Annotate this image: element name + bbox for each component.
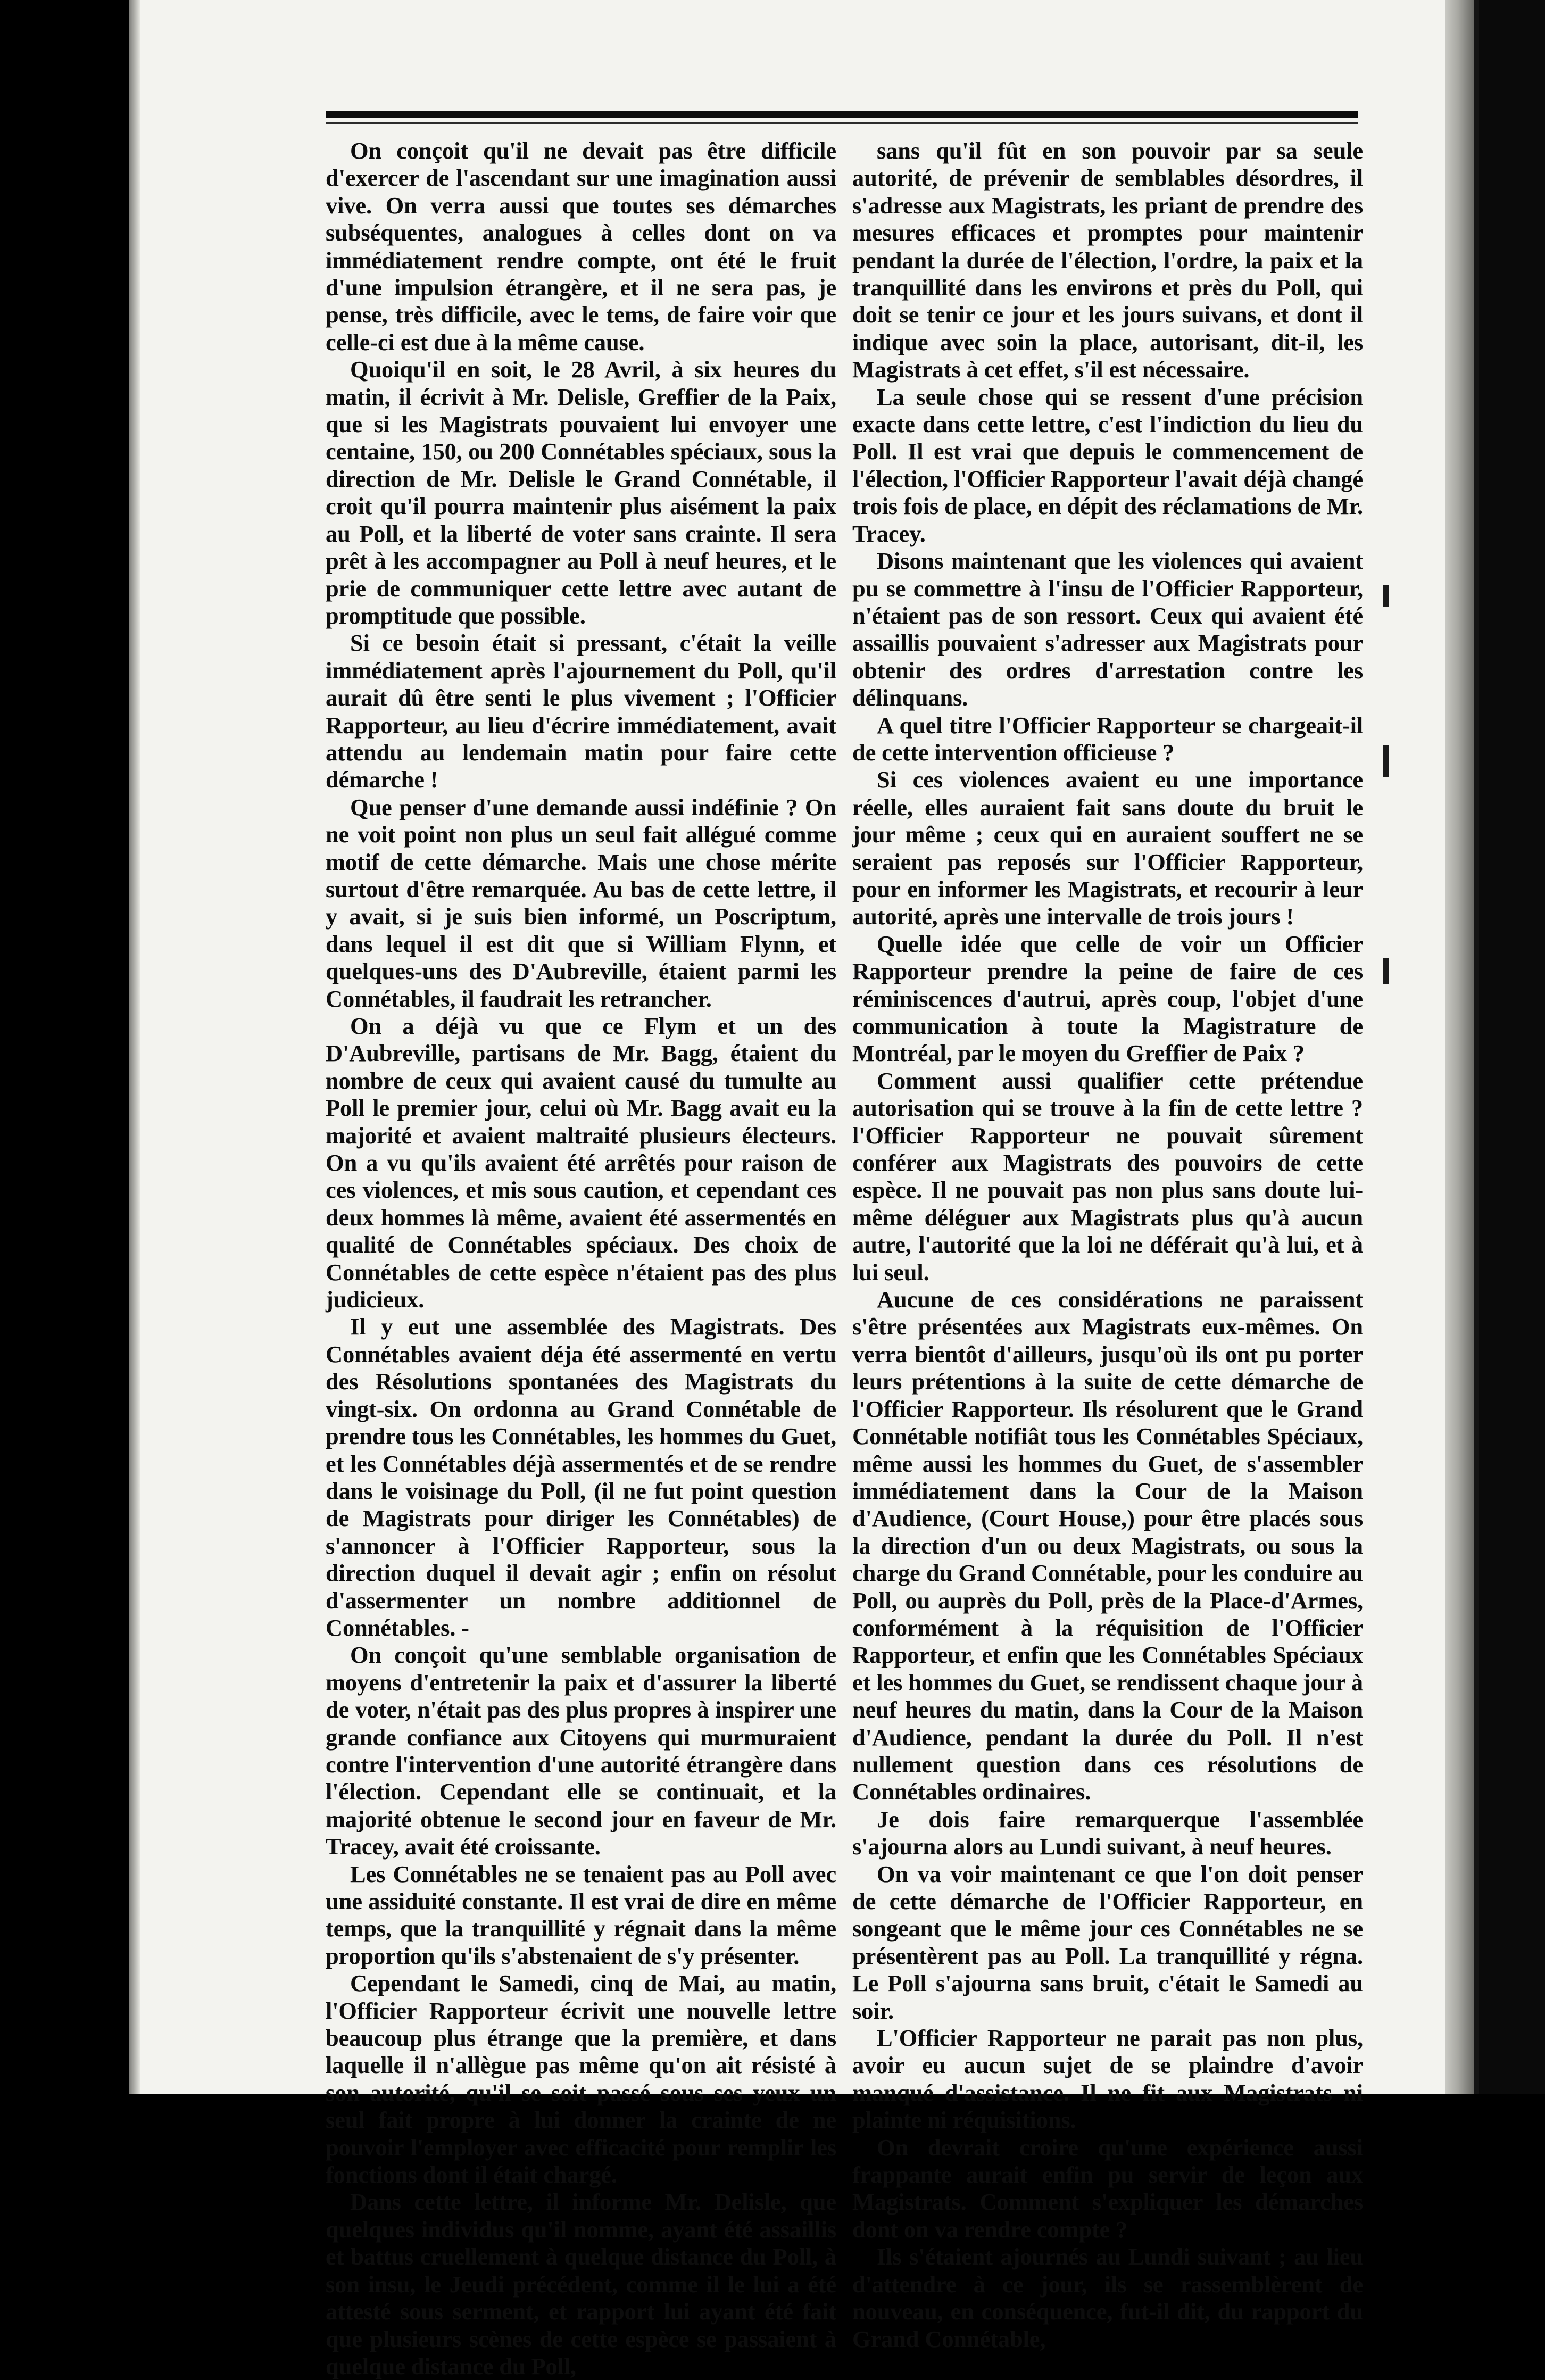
paragraph: Il y eut une assemblée des Magistrats. Des Connétables avaient déja été assermenté en vertu des Résolutions spontanées des Magistrats du vingt-six. On ordonna au Grand Connétable de prendre tous les Connétables, les hommes du Guet, et les Connétables déjà assermentés et de se rendre dans le voisinage du Poll, (il ne fut point question de Magistrats pour diriger les Connétables) de s'annoncer à l'Officier Rapporteur, sous la direction duquel il devait agir ; enfin on résolut d'assermenter un nombre additionnel de Connétables. -: [326, 1313, 836, 1641]
paragraph: On va voir maintenant ce que l'on doit penser de cette démarche de l'Officier Rapporteur, en songeant que le même jour ces Connétables ne se présentèrent pas au Poll. La tranquillité y régna. Le Poll s'ajourna sans bruit, c'était le Samedi au soir.: [852, 1860, 1363, 2024]
paragraph: Si ces violences avaient eu une importance réelle, elles auraient fait sans doute du bruit le jour même ; ceux qui en auraient souffert ne se seraient pas reposés sur l'Officier Rapporteur, pour en informer les Magistrats, et recourir à leur autorité, après une intervalle de trois jours !: [852, 766, 1363, 930]
text-column-left: [326, 137, 836, 2379]
paragraph: Quoiqu'il en soit, le 28 Avril, à six heures du matin, il écrivit à Mr. Delisle, Greffier de la Paix, que si les Magistrats pouvaient lui envoyer une centaine, 150, ou 200 Connétables spéciaux, sous la direction de Mr. Delisle le Grand Connétable, il croit qu'il pourra maintenir plus aisément la paix au Poll, et la liberté de voter sans crainte. Il sera prêt à les accompagner au Poll à neuf heures, et le prie de communiquer cette lettre avec autant de promptitude que possible.: [326, 356, 836, 629]
header-rule-thin: [326, 122, 1358, 124]
paragraph: Cependant le Samedi, cinq de Mai, au matin, l'Officier Rapporteur écrivit une nouvelle lettre beaucoup plus étrange que la première, et dans laquelle il n'allègue pas même qu'on ait résisté à son autorité, qu'il se soit passé sous ses yeux un seul fait propre à lui donner la crainte de ne pouvoir l'employer avec efficacité pour remplir les fonctions dont il était chargé.: [326, 1970, 836, 2188]
paragraph: La seule chose qui se ressent d'une précision exacte dans cette lettre, c'est l'indiction du lieu du Poll. Il est vrai que depuis le commencement de l'élection, l'Officier Rapporteur l'avait déjà changé trois fois de place, en dépit des réclamations de Mr. Tracey.: [852, 383, 1363, 547]
paragraph: A quel titre l'Officier Rapporteur se chargeait-il de cette intervention officieuse ?: [852, 711, 1363, 766]
paragraph: Comment aussi qualifier cette prétendue autorisation qui se trouve à la fin de cette lettre ? l'Officier Rapporteur ne pouvait sûrement conférer aux Magistrats des pouvoirs de cette espèce. Il ne pouvait pas non plus sans doute lui-même déléguer aux Magistrats plus qu'à aucun autre, l'autorité que la loi ne déférait qu'à lui, et à lui seul.: [852, 1067, 1363, 1286]
paragraph: Dans cette lettre, il informe Mr. Delisle, que quelques individus qu'il nomme, ayant été assaillis et battus cruellement à quelque distance du Poll, à son insu, le Jeudi précédent, comme il le lui a été attesté sous serment, et rapport lui ayant été fait que plusieurs scènes de cette espèce se passaient à quelque distance du Poll,: [326, 2188, 836, 2379]
paragraph: Je dois faire remarquerque l'assemblée s'ajourna alors au Lundi suivant, à neuf heures.: [852, 1805, 1363, 1860]
adjacent-page-shadow: [1474, 0, 1479, 2094]
paragraph: Quelle idée que celle de voir un Officier Rapporteur prendre la peine de faire de ces réminiscences d'autrui, après coup, l'objet d'une communication à toute la Magistrature de Montréal, par le moyen du Greffier de Paix ?: [852, 930, 1363, 1067]
adjacent-page-edge: [1445, 0, 1474, 2094]
paragraph: Que penser d'une demande aussi indéfinie ? On ne voit point non plus un seul fait allégué comme motif de cette démarche. Mais une chose mérite surtout d'être remarquée. Au bas de cette lettre, il y avait, si je suis bien informé, un Poscriptum, dans lequel il est dit que si William Flynn, et quelques-uns des D'Aubreville, étaient parmi les Connétables, il faudrait les retrancher.: [326, 793, 836, 1012]
paragraph: sans qu'il fût en son pouvoir par sa seule autorité, de prévenir de semblables désordres, il s'adresse aux Magistrats, les priant de prendre des mesures efficaces et promptes pour maintenir pendant la durée de l'élection, l'ordre, la paix et la tranquillité dans les environs et près du Poll, qui doit se tenir ce jour et les jours suivans, et dont il indique avec soin la place, autorisant, dit-il, les Magistrats à cet effet, s'il est nécessaire.: [852, 137, 1363, 383]
bleed-through-marks: [1351, 585, 1383, 1383]
paragraph: Aucune de ces considérations ne paraissent s'être présentées aux Magistrats eux-mêmes. On verra bientôt d'ailleurs, jusqu'où ils ont pu porter leurs prétentions à la suite de cette démarche de l'Officier Rapporteur. Ils résolurent que le Grand Connétable notifiât tous les Connétables Spéciaux, même aussi les hommes du Guet, de s'assembler immédiatement dans la Cour de la Maison d'Audience, (Court House,) pour être placés sous la direction d'un ou deux Magistrats, ou sous la charge du Grand Connétable, pour les conduire au Poll, ou auprès du Poll, près de la Place-d'Armes, conformément à la réquisition de l'Officier Rapporteur, et enfin que les Connétables Spéciaux et les hommes du Guet, se rendissent chaque jour à neuf heures du matin, dans la Cour de la Maison d'Audience, pendant la durée du Poll. Il n'est nullement question dans ces résolutions de Connétables ordinaires.: [852, 1286, 1363, 1805]
paragraph: Les Connétables ne se tenaient pas au Poll avec une assiduité constante. Il est vrai de dire en même temps, que la tranquillité y régnait dans la même proportion qu'ils s'abstenaient de s'y présenter.: [326, 1860, 836, 1969]
paragraph: On conçoit qu'il ne devait pas être difficile d'exercer de l'ascendant sur une imagination aussi vive. On verra aussi que toutes ses démarches subséquentes, analogues à celles dont on va immédiatement rendre compte, ont été le fruit d'une impulsion étrangère, et il ne sera pas, je pense, très difficile, avec le tems, de faire voir que celle-ci est due à la même cause.: [326, 137, 836, 355]
text-column-right: [852, 137, 1363, 2352]
paragraph: On devrait croire qu'une expérience aussi frappante aurait enfin pu servir de leçon aux Magistrats. Comment s'expliquer les démarches dont on va rendre compte ?: [852, 2134, 1363, 2243]
paragraph: L'Officier Rapporteur ne parait pas non plus, avoir eu aucun sujet de se plaindre d'avoir manqué d'assistance. Il ne fit aux Magistrats ni plainte ni réquisitions.: [852, 2025, 1363, 2134]
paragraph: On a déjà vu que ce Flym et un des D'Aubreville, partisans de Mr. Bagg, étaient du nombre de ceux qui avaient causé du tumulte au Poll le premier jour, celui où Mr. Bagg avait eu la majorité et avaient maltraité plusieurs électeurs. On a vu qu'ils avaient été arrêtés pour raison de ces violences, et mis sous caution, et cependant ces deux hommes là même, avaient été assermentés en qualité de Connétables spéciaux. Des choix de Connétables de cette espèce n'étaient pas des plus judicieux.: [326, 1013, 836, 1313]
paragraph: Si ce besoin était si pressant, c'était la veille immédiatement après l'ajournement du Poll, qu'il aurait dû être senti le plus vivement ; l'Officier Rapporteur, au lieu d'écrire immédiatement, avait attendu au lendemain matin pour faire cette démarche !: [326, 629, 836, 793]
bleed-mark: [1383, 958, 1389, 984]
paragraph: Ils s'étaient ajournés au Lundi suivant ; au lieu d'attendre à ce jour, ils se rassemblèrent de nouveau, en conséquence, fut-il dit, du rapport du Grand Connétable,: [852, 2243, 1363, 2352]
page-left-edge: [129, 0, 140, 2094]
bleed-mark: [1383, 745, 1389, 777]
paragraph: Disons maintenant que les violences qui avaient pu se commettre à l'insu de l'Officier Rapporteur, n'étaient pas de son ressort. Ceux qui avaient été assaillis pouvaient s'adresser aux Magistrats pour obtenir des ordres d'arrestation contre les délinquans.: [852, 548, 1363, 711]
header-rule: [326, 111, 1358, 118]
bleed-mark: [1383, 585, 1389, 607]
paragraph: On conçoit qu'une semblable organisation de moyens d'entretenir la paix et d'assurer la liberté de voter, n'était pas des plus propres à inspirer une grande confiance aux Citoyens qui murmuraient contre l'intervention d'une autorité étrangère dans l'élection. Cependant elle se continuait, et la majorité obtenue le second jour en faveur de Mr. Tracey, avait été croissante.: [326, 1641, 836, 1860]
